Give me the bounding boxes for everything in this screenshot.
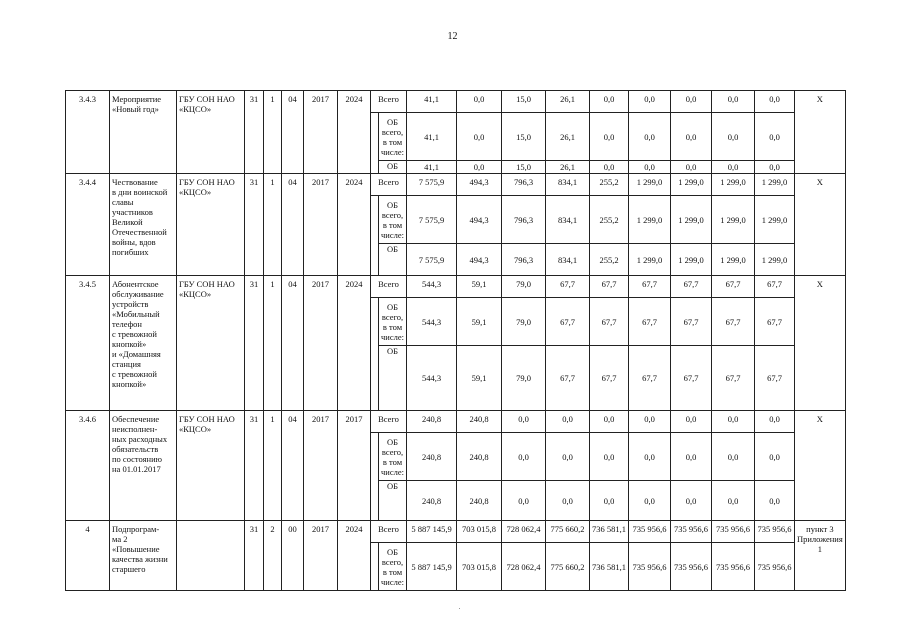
activity-name-line: ных расходных: [112, 434, 168, 444]
start-year: 2017: [304, 411, 338, 521]
amount-cell: 736 581,1: [590, 521, 629, 543]
amount-cell: 1 299,0: [712, 174, 755, 196]
amount-cell: 67,7: [755, 298, 795, 346]
indent-cell: [371, 433, 379, 521]
source-label: ОБ всего, в том числе:: [379, 113, 407, 161]
amount-cell: 0,0: [712, 161, 755, 174]
amount-cell: 7 575,9: [407, 196, 457, 244]
amount-cell: 0,0: [629, 481, 671, 521]
row-code: 3.4.4: [66, 174, 110, 276]
code-pp: 1: [264, 276, 282, 411]
activity-name-line: кнопкой»: [112, 339, 147, 349]
amount-cell: 0,0: [502, 411, 546, 433]
activity-name-line: войны, вдов: [112, 237, 156, 247]
amount-cell: 0,0: [590, 161, 629, 174]
amount-cell: 79,0: [502, 298, 546, 346]
amount-cell: 59,1: [457, 276, 502, 298]
amount-cell: 67,7: [671, 346, 712, 411]
code-gr: 31: [245, 174, 264, 276]
end-year: 2017: [338, 411, 371, 521]
amount-cell: 834,1: [546, 174, 590, 196]
code-om: 00: [282, 521, 304, 591]
code-pp: 2: [264, 521, 282, 591]
executor: ГБУ СОН НАО «КЦСО»: [177, 276, 245, 411]
activity-name-line: Отечественной: [112, 227, 167, 237]
amount-cell: 735 956,6: [629, 543, 671, 591]
amount-cell: 735 956,6: [712, 521, 755, 543]
source-label: Всего: [371, 521, 407, 543]
amount-cell: 1 299,0: [712, 196, 755, 244]
amount-cell: 0,0: [671, 433, 712, 481]
code-pp: 1: [264, 411, 282, 521]
table-row: [66, 276, 846, 298]
amount-cell: 1 299,0: [629, 196, 671, 244]
budget-table: [65, 90, 846, 591]
amount-cell: 67,7: [629, 276, 671, 298]
code-gr: 31: [245, 521, 264, 591]
activity-name-line: старшего: [112, 564, 146, 574]
note-cell: пункт 3 Приложения 1: [795, 521, 846, 591]
scan-speck: [459, 608, 460, 609]
amount-cell: 0,0: [712, 411, 755, 433]
row-code: 3.4.5: [66, 276, 110, 411]
row-code: 4: [66, 521, 110, 591]
source-label: ОБ всего, в том числе:: [379, 433, 407, 481]
amount-cell: 26,1: [546, 161, 590, 174]
activity-name-line: славы: [112, 197, 134, 207]
amount-cell: 79,0: [502, 276, 546, 298]
amount-cell: 0,0: [502, 433, 546, 481]
amount-cell: 67,7: [755, 276, 795, 298]
executor: ГБУ СОН НАО «КЦСО»: [177, 91, 245, 174]
table-row: [66, 91, 846, 113]
amount-cell: 67,7: [712, 276, 755, 298]
row-code: 3.4.3: [66, 91, 110, 174]
amount-cell: 0,0: [590, 481, 629, 521]
amount-cell: 0,0: [629, 161, 671, 174]
amount-cell: 834,1: [546, 244, 590, 276]
amount-cell: 15,0: [502, 91, 546, 113]
source-label: ОБ всего, в том числе:: [379, 298, 407, 346]
amount-cell: 1 299,0: [755, 244, 795, 276]
amount-cell: 775 660,2: [546, 521, 590, 543]
code-gr: 31: [245, 411, 264, 521]
amount-cell: 0,0: [712, 113, 755, 161]
amount-cell: 0,0: [457, 161, 502, 174]
row-code: 3.4.6: [66, 411, 110, 521]
amount-cell: 1 299,0: [755, 196, 795, 244]
amount-cell: 67,7: [590, 298, 629, 346]
activity-name-line: с тревожной: [112, 369, 157, 379]
activity-name: [110, 521, 177, 591]
amount-cell: 59,1: [457, 346, 502, 411]
amount-cell: 67,7: [546, 276, 590, 298]
activity-name: [110, 276, 177, 411]
start-year: 2017: [304, 521, 338, 591]
code-om: 04: [282, 411, 304, 521]
executor: [177, 521, 245, 591]
amount-cell: 255,2: [590, 196, 629, 244]
note-cell: X: [795, 411, 846, 521]
amount-cell: 544,3: [407, 298, 457, 346]
amount-cell: 1 299,0: [671, 244, 712, 276]
amount-cell: 0,0: [546, 481, 590, 521]
activity-name-line: ма 2: [112, 534, 128, 544]
source-label: ОБ всего, в том числе:: [379, 196, 407, 244]
amount-cell: 0,0: [671, 161, 712, 174]
activity-name-line: Чествование: [112, 177, 158, 187]
activity-name-line: на 01.01.2017: [112, 464, 161, 474]
amount-cell: 544,3: [407, 276, 457, 298]
activity-name-line: и «Домашняя: [112, 349, 161, 359]
code-om: 04: [282, 91, 304, 174]
amount-cell: 1 299,0: [629, 244, 671, 276]
source-label: Всего: [371, 276, 407, 298]
amount-cell: 7 575,9: [407, 244, 457, 276]
activity-name-line: участников: [112, 207, 153, 217]
amount-cell: 796,3: [502, 244, 546, 276]
code-om: 04: [282, 174, 304, 276]
amount-cell: 67,7: [712, 346, 755, 411]
code-gr: 31: [245, 276, 264, 411]
amount-cell: 0,0: [457, 91, 502, 113]
amount-cell: 240,8: [407, 481, 457, 521]
amount-cell: 0,0: [457, 113, 502, 161]
amount-cell: 0,0: [755, 433, 795, 481]
amount-cell: 735 956,6: [629, 521, 671, 543]
amount-cell: 26,1: [546, 91, 590, 113]
end-year: 2024: [338, 174, 371, 276]
amount-cell: 1 299,0: [712, 244, 755, 276]
table-row: [66, 411, 846, 433]
table-row: [66, 174, 846, 196]
amount-cell: 7 575,9: [407, 174, 457, 196]
amount-cell: 703 015,8: [457, 521, 502, 543]
amount-cell: 67,7: [755, 346, 795, 411]
amount-cell: 59,1: [457, 298, 502, 346]
start-year: 2017: [304, 91, 338, 174]
activity-name-line: с тревожной: [112, 329, 157, 339]
amount-cell: 67,7: [671, 298, 712, 346]
start-year: 2017: [304, 276, 338, 411]
activity-name-line: обслуживание: [112, 289, 164, 299]
indent-cell: [371, 113, 379, 174]
activity-name: [110, 411, 177, 521]
amount-cell: 255,2: [590, 174, 629, 196]
note-cell: X: [795, 276, 846, 411]
amount-cell: 494,3: [457, 174, 502, 196]
amount-cell: 26,1: [546, 113, 590, 161]
amount-cell: 0,0: [590, 411, 629, 433]
amount-cell: 41,1: [407, 113, 457, 161]
amount-cell: 544,3: [407, 346, 457, 411]
amount-cell: 0,0: [546, 411, 590, 433]
activity-name-line: по состоянию: [112, 454, 162, 464]
amount-cell: 735 956,6: [755, 521, 795, 543]
activity-name-line: Абонентское: [112, 279, 159, 289]
amount-cell: 0,0: [755, 161, 795, 174]
activity-name-line: неисполнен-: [112, 424, 158, 434]
amount-cell: 0,0: [671, 411, 712, 433]
amount-cell: 0,0: [671, 91, 712, 113]
amount-cell: 67,7: [629, 298, 671, 346]
end-year: 2024: [338, 91, 371, 174]
amount-cell: 0,0: [629, 91, 671, 113]
amount-cell: 728 062,4: [502, 521, 546, 543]
amount-cell: 703 015,8: [457, 543, 502, 591]
amount-cell: 41,1: [407, 161, 457, 174]
end-year: 2024: [338, 521, 371, 591]
code-pp: 1: [264, 91, 282, 174]
amount-cell: 240,8: [407, 433, 457, 481]
amount-cell: 0,0: [755, 113, 795, 161]
amount-cell: 5 887 145,9: [407, 543, 457, 591]
activity-name-line: кнопкой»: [112, 379, 147, 389]
source-label: ОБ: [379, 346, 407, 411]
amount-cell: 0,0: [590, 91, 629, 113]
activity-name-line: качества жизни: [112, 554, 168, 564]
amount-cell: 0,0: [629, 113, 671, 161]
activity-name-line: «Мобильный: [112, 309, 160, 319]
amount-cell: 79,0: [502, 346, 546, 411]
amount-cell: 0,0: [755, 481, 795, 521]
activity-name: [110, 91, 177, 174]
activity-name-line: Великой: [112, 217, 143, 227]
end-year: 2024: [338, 276, 371, 411]
start-year: 2017: [304, 174, 338, 276]
amount-cell: 0,0: [712, 481, 755, 521]
table-row: [66, 521, 846, 543]
amount-cell: 796,3: [502, 174, 546, 196]
amount-cell: 0,0: [671, 481, 712, 521]
amount-cell: 1 299,0: [755, 174, 795, 196]
amount-cell: 5 887 145,9: [407, 521, 457, 543]
amount-cell: 0,0: [546, 433, 590, 481]
amount-cell: 67,7: [590, 276, 629, 298]
activity-name-line: Подпрограм-: [112, 524, 160, 534]
source-label: Всего: [371, 174, 407, 196]
amount-cell: 728 062,4: [502, 543, 546, 591]
amount-cell: 255,2: [590, 244, 629, 276]
indent-cell: [371, 298, 379, 411]
amount-cell: 67,7: [671, 276, 712, 298]
activity-name-line: «Повышение: [112, 544, 160, 554]
amount-cell: 494,3: [457, 196, 502, 244]
amount-cell: 735 956,6: [671, 521, 712, 543]
source-label: Всего: [371, 411, 407, 433]
amount-cell: 0,0: [755, 91, 795, 113]
amount-cell: 775 660,2: [546, 543, 590, 591]
amount-cell: 0,0: [712, 433, 755, 481]
amount-cell: 834,1: [546, 196, 590, 244]
amount-cell: 1 299,0: [629, 174, 671, 196]
activity-name-line: «Новый год»: [112, 104, 159, 114]
amount-cell: 735 956,6: [712, 543, 755, 591]
source-label: Всего: [371, 91, 407, 113]
amount-cell: 67,7: [546, 298, 590, 346]
amount-cell: 1 299,0: [671, 174, 712, 196]
page-number: 12: [447, 31, 458, 42]
amount-cell: 0,0: [590, 113, 629, 161]
amount-cell: 240,8: [457, 411, 502, 433]
amount-cell: 67,7: [546, 346, 590, 411]
amount-cell: 240,8: [457, 481, 502, 521]
activity-name: [110, 174, 177, 276]
amount-cell: 735 956,6: [755, 543, 795, 591]
executor: ГБУ СОН НАО «КЦСО»: [177, 411, 245, 521]
activity-name-line: телефон: [112, 319, 142, 329]
amount-cell: 67,7: [629, 346, 671, 411]
amount-cell: 41,1: [407, 91, 457, 113]
activity-name-line: Обеспечение: [112, 414, 160, 424]
source-label: ОБ всего, в том числе:: [379, 543, 407, 591]
amount-cell: 0,0: [629, 411, 671, 433]
activity-name-line: станция: [112, 359, 141, 369]
indent-cell: [371, 196, 379, 276]
amount-cell: 0,0: [712, 91, 755, 113]
amount-cell: 0,0: [671, 113, 712, 161]
amount-cell: 15,0: [502, 161, 546, 174]
amount-cell: 736 581,1: [590, 543, 629, 591]
activity-name-line: устройств: [112, 299, 149, 309]
code-pp: 1: [264, 174, 282, 276]
amount-cell: 0,0: [590, 433, 629, 481]
amount-cell: 15,0: [502, 113, 546, 161]
executor: ГБУ СОН НАО «КЦСО»: [177, 174, 245, 276]
source-label: ОБ: [379, 481, 407, 521]
source-label: ОБ: [379, 161, 407, 174]
amount-cell: 0,0: [502, 481, 546, 521]
amount-cell: 67,7: [712, 298, 755, 346]
amount-cell: 1 299,0: [671, 196, 712, 244]
amount-cell: 494,3: [457, 244, 502, 276]
note-cell: X: [795, 91, 846, 174]
source-label: ОБ: [379, 244, 407, 276]
activity-name-line: в дни воинской: [112, 187, 168, 197]
amount-cell: 67,7: [590, 346, 629, 411]
amount-cell: 796,3: [502, 196, 546, 244]
amount-cell: 240,8: [407, 411, 457, 433]
indent-cell: [371, 543, 379, 591]
amount-cell: 0,0: [755, 411, 795, 433]
activity-name-line: Мероприятие: [112, 94, 162, 104]
amount-cell: 735 956,6: [671, 543, 712, 591]
code-gr: 31: [245, 91, 264, 174]
note-cell: X: [795, 174, 846, 276]
activity-name-line: погибших: [112, 247, 149, 257]
amount-cell: 0,0: [629, 433, 671, 481]
amount-cell: 240,8: [457, 433, 502, 481]
activity-name-line: обязательств: [112, 444, 159, 454]
code-om: 04: [282, 276, 304, 411]
